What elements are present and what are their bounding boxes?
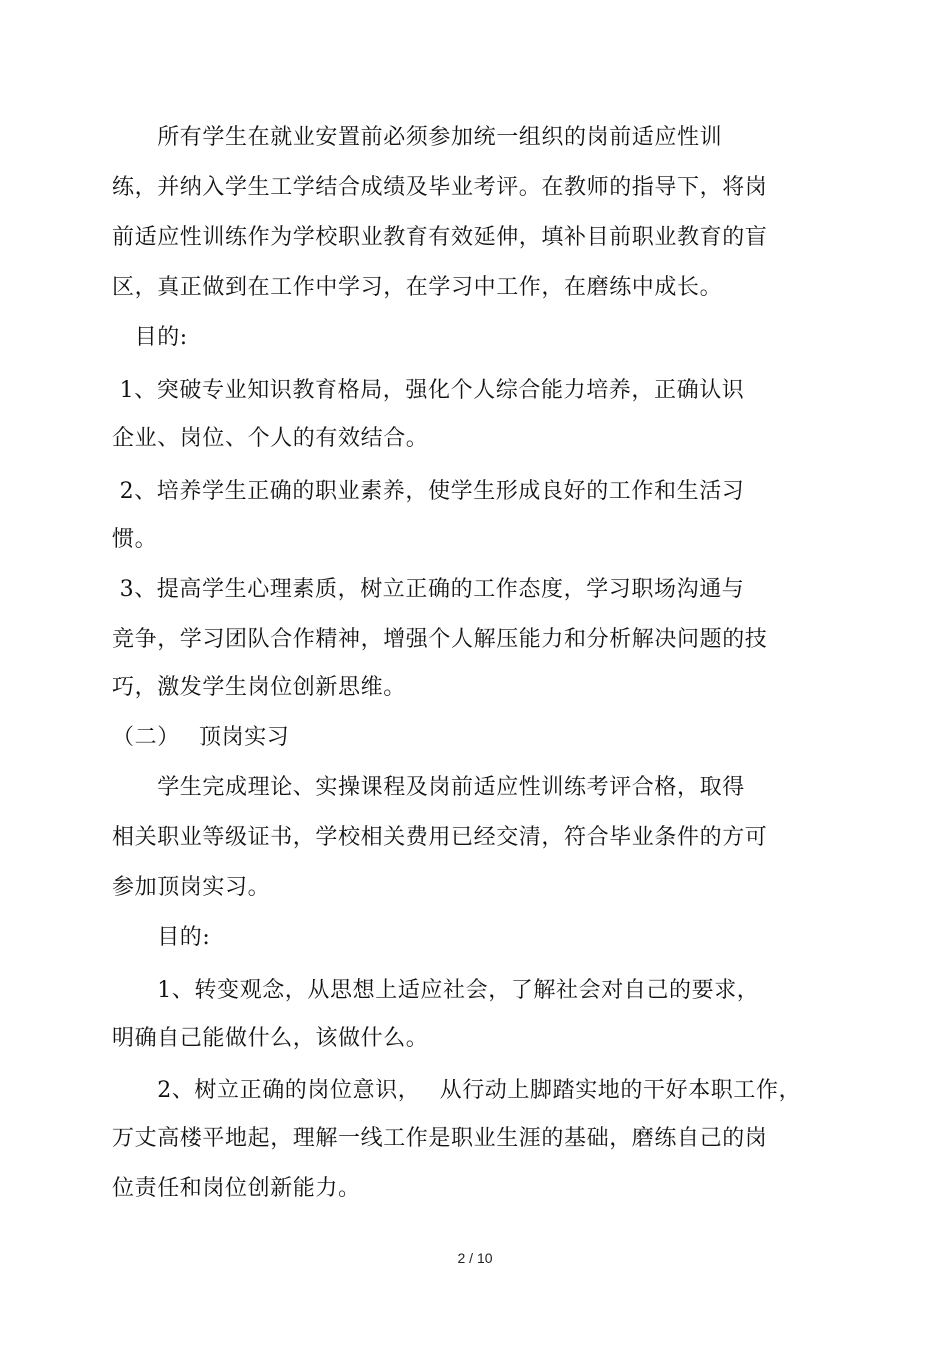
section-heading: （二） 顶岗实习 (112, 725, 290, 750)
text-line: 明确自己能做什么，该做什么。 (112, 1026, 429, 1051)
list-item: 1、转变观念，从思想上适应社会，了解社会对自己的要求， (112, 978, 760, 1003)
text-line: 巧，激发学生岗位创新思维。 (112, 675, 406, 700)
text-line: 参加顶岗实习。 (112, 875, 271, 900)
text-line: 惯。 (112, 527, 158, 552)
text-line: 学生完成理论、实操课程及岗前适应性训练考评合格，取得 (112, 775, 745, 800)
list-item: 2、培养学生正确的职业素养，使学生形成良好的工作和生活习 (112, 479, 745, 504)
text-line: 企业、岗位、个人的有效结合。 (112, 426, 429, 451)
text-line: 位责任和岗位创新能力。 (112, 1176, 361, 1201)
text-line: 前适应性训练作为学校职业教育有效延伸，填补目前职业教育的盲 (112, 225, 768, 250)
list-item: 3、提高学生心理素质，树立正确的工作态度，学习职场沟通与 (112, 577, 745, 602)
text-line: 万丈高楼平地起，理解一线工作是职业生涯的基础，磨练自己的岗 (112, 1126, 768, 1151)
text-line: 练，并纳入学生工学结合成绩及毕业考评。在教师的指导下，将岗 (112, 175, 768, 200)
text-line: 相关职业等级证书，学校相关费用已经交清，符合毕业条件的方可 (112, 825, 768, 850)
section-label: 目的: (112, 325, 188, 350)
list-item: 1、突破专业知识教育格局，强化个人综合能力培养，正确认识 (112, 378, 745, 403)
text-line: 竞争，学习团队合作精神，增强个人解压能力和分析解决问题的技 (112, 627, 768, 652)
section-label: 目的: (112, 925, 211, 950)
page-number: 2 / 10 (457, 1250, 493, 1266)
list-item: 2、树立正确的岗位意识， 从行动上脚踏实地的干好本职工作， (112, 1078, 802, 1103)
text-line: 区，真正做到在工作中学习，在学习中工作，在磨练中成长。 (112, 275, 723, 300)
text-line: 所有学生在就业安置前必须参加统一组织的岗前适应性训 (112, 125, 723, 150)
